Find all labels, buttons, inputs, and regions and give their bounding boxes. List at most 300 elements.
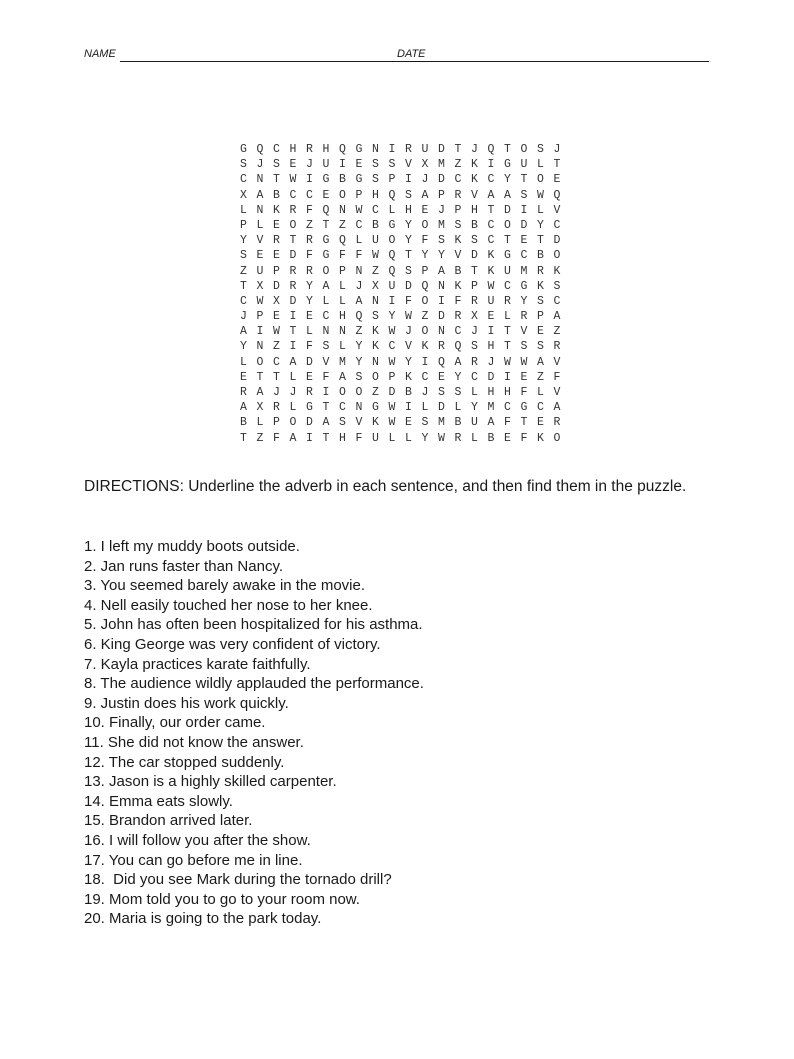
puzzle-letter[interactable]: I xyxy=(520,203,528,217)
puzzle-letter[interactable]: Q xyxy=(388,188,396,202)
puzzle-letter[interactable]: T xyxy=(240,431,247,445)
puzzle-letter[interactable]: J xyxy=(355,279,363,293)
puzzle-letter[interactable]: O xyxy=(289,416,297,430)
puzzle-letter[interactable]: A xyxy=(355,294,363,308)
puzzle-letter[interactable]: W xyxy=(273,325,280,339)
puzzle-letter[interactable]: N xyxy=(372,355,379,369)
puzzle-letter[interactable]: P xyxy=(240,218,247,232)
puzzle-letter[interactable]: L xyxy=(289,370,297,384)
puzzle-letter[interactable]: H xyxy=(339,431,346,445)
puzzle-letter[interactable]: C xyxy=(322,310,330,324)
puzzle-letter[interactable]: T xyxy=(504,234,511,248)
puzzle-letter[interactable]: L xyxy=(339,294,346,308)
puzzle-letter[interactable]: R xyxy=(306,264,313,278)
puzzle-letter[interactable]: L xyxy=(471,386,478,399)
puzzle-letter[interactable]: D xyxy=(438,401,445,415)
puzzle-letter[interactable]: Q xyxy=(553,188,561,202)
puzzle-letter[interactable]: D xyxy=(388,386,396,399)
puzzle-letter[interactable]: R xyxy=(454,188,462,202)
puzzle-letter[interactable]: Z xyxy=(339,218,346,232)
puzzle-letter[interactable]: F xyxy=(553,370,561,384)
puzzle-letter[interactable]: M xyxy=(438,416,445,430)
puzzle-letter[interactable]: K xyxy=(372,325,379,339)
puzzle-letter[interactable]: L xyxy=(454,401,462,415)
puzzle-letter[interactable]: G xyxy=(322,173,330,187)
puzzle-letter[interactable]: L xyxy=(306,325,313,339)
puzzle-letter[interactable]: Z xyxy=(553,325,561,339)
name-field[interactable] xyxy=(120,61,476,62)
puzzle-letter[interactable]: K xyxy=(487,264,495,278)
puzzle-letter[interactable]: F xyxy=(339,249,346,263)
puzzle-letter[interactable]: W xyxy=(372,249,379,263)
puzzle-letter[interactable]: P xyxy=(256,310,264,324)
puzzle-letter[interactable]: D xyxy=(405,279,412,293)
puzzle-letter[interactable]: E xyxy=(306,310,313,324)
puzzle-letter[interactable]: T xyxy=(405,249,412,263)
puzzle-letter[interactable]: X xyxy=(240,188,247,202)
puzzle-letter[interactable]: G xyxy=(322,249,330,263)
puzzle-letter[interactable]: H xyxy=(504,386,511,399)
puzzle-letter[interactable]: N xyxy=(355,264,363,278)
puzzle-letter[interactable]: P xyxy=(355,188,363,202)
puzzle-letter[interactable]: R xyxy=(537,264,544,278)
puzzle-letter[interactable]: T xyxy=(273,370,280,384)
puzzle-letter[interactable]: T xyxy=(504,340,511,354)
puzzle-letter[interactable]: S xyxy=(421,416,429,430)
puzzle-letter[interactable]: J xyxy=(421,386,429,399)
puzzle-letter[interactable]: U xyxy=(372,431,379,445)
puzzle-letter[interactable]: S xyxy=(388,158,396,172)
puzzle-letter[interactable]: W xyxy=(504,355,511,369)
puzzle-letter[interactable]: S xyxy=(537,143,544,156)
puzzle-letter[interactable]: C xyxy=(454,325,462,339)
puzzle-letter[interactable]: N xyxy=(339,325,346,339)
puzzle-letter[interactable]: P xyxy=(388,173,396,187)
puzzle-letter[interactable]: P xyxy=(388,370,396,384)
puzzle-letter[interactable]: L xyxy=(289,401,297,415)
puzzle-letter[interactable]: F xyxy=(306,340,313,354)
puzzle-letter[interactable]: J xyxy=(471,325,478,339)
puzzle-letter[interactable]: E xyxy=(520,234,528,248)
puzzle-letter[interactable]: T xyxy=(504,325,511,339)
puzzle-letter[interactable]: S xyxy=(405,188,412,202)
puzzle-letter[interactable]: R xyxy=(438,340,445,354)
puzzle-letter[interactable]: P xyxy=(471,279,478,293)
puzzle-letter[interactable]: I xyxy=(487,325,495,339)
puzzle-letter[interactable]: X xyxy=(256,401,264,415)
puzzle-letter[interactable]: Q xyxy=(256,143,264,156)
puzzle-letter[interactable]: E xyxy=(537,325,544,339)
puzzle-letter[interactable]: R xyxy=(289,203,297,217)
puzzle-letter[interactable]: E xyxy=(537,416,544,430)
puzzle-letter[interactable]: O xyxy=(504,218,511,232)
puzzle-letter[interactable]: C xyxy=(273,355,280,369)
puzzle-letter[interactable]: I xyxy=(438,294,445,308)
puzzle-letter[interactable]: K xyxy=(454,279,462,293)
puzzle-letter[interactable]: Q xyxy=(388,264,396,278)
puzzle-letter[interactable]: F xyxy=(454,294,462,308)
puzzle-letter[interactable]: K xyxy=(553,264,561,278)
puzzle-letter[interactable]: R xyxy=(471,355,478,369)
puzzle-letter[interactable]: H xyxy=(322,143,330,156)
puzzle-letter[interactable]: F xyxy=(405,294,412,308)
puzzle-letter[interactable]: R xyxy=(553,340,561,354)
puzzle-letter[interactable]: M xyxy=(339,355,346,369)
puzzle-letter[interactable]: J xyxy=(471,143,478,156)
puzzle-letter[interactable]: L xyxy=(537,203,544,217)
puzzle-letter[interactable]: W xyxy=(388,325,396,339)
puzzle-letter[interactable]: R xyxy=(289,264,297,278)
puzzle-letter[interactable]: L xyxy=(388,431,396,445)
puzzle-letter[interactable]: J xyxy=(289,386,297,399)
puzzle-letter[interactable]: S xyxy=(240,249,247,263)
puzzle-letter[interactable]: W xyxy=(289,173,297,187)
puzzle-letter[interactable]: C xyxy=(240,173,247,187)
puzzle-letter[interactable]: B xyxy=(405,386,412,399)
puzzle-letter[interactable]: J xyxy=(553,143,561,156)
puzzle-letter[interactable]: R xyxy=(471,294,478,308)
puzzle-letter[interactable]: P xyxy=(339,264,346,278)
puzzle-letter[interactable]: A xyxy=(421,188,429,202)
puzzle-letter[interactable]: K xyxy=(405,370,412,384)
puzzle-letter[interactable]: N xyxy=(372,143,379,156)
puzzle-letter[interactable]: X xyxy=(273,294,280,308)
puzzle-letter[interactable]: V xyxy=(520,325,528,339)
puzzle-letter[interactable]: A xyxy=(487,416,495,430)
puzzle-letter[interactable]: N xyxy=(355,401,363,415)
puzzle-letter[interactable]: J xyxy=(438,203,445,217)
puzzle-letter[interactable]: Y xyxy=(355,340,363,354)
puzzle-letter[interactable]: C xyxy=(355,218,363,232)
puzzle-letter[interactable]: C xyxy=(504,401,511,415)
puzzle-letter[interactable]: A xyxy=(553,310,561,324)
puzzle-letter[interactable]: H xyxy=(471,203,478,217)
puzzle-letter[interactable]: D xyxy=(289,249,297,263)
puzzle-letter[interactable]: Z xyxy=(454,158,462,172)
puzzle-letter[interactable]: H xyxy=(487,340,495,354)
puzzle-letter[interactable]: U xyxy=(504,264,511,278)
puzzle-letter[interactable]: D xyxy=(438,310,445,324)
puzzle-letter[interactable]: E xyxy=(487,310,495,324)
puzzle-letter[interactable]: C xyxy=(421,370,429,384)
puzzle-letter[interactable]: A xyxy=(438,264,445,278)
puzzle-letter[interactable]: S xyxy=(372,158,379,172)
puzzle-letter[interactable]: B xyxy=(537,249,544,263)
puzzle-letter[interactable]: S xyxy=(454,386,462,399)
puzzle-letter[interactable]: C xyxy=(240,294,247,308)
puzzle-letter[interactable]: I xyxy=(405,173,412,187)
puzzle-letter[interactable]: U xyxy=(487,294,495,308)
puzzle-letter[interactable]: L xyxy=(339,340,346,354)
puzzle-letter[interactable]: A xyxy=(240,325,247,339)
puzzle-letter[interactable]: U xyxy=(471,416,478,430)
puzzle-letter[interactable]: T xyxy=(256,370,264,384)
puzzle-letter[interactable]: S xyxy=(520,340,528,354)
puzzle-letter[interactable]: B xyxy=(372,218,379,232)
puzzle-letter[interactable]: O xyxy=(421,218,429,232)
puzzle-letter[interactable]: I xyxy=(289,310,297,324)
puzzle-letter[interactable]: C xyxy=(306,188,313,202)
puzzle-letter[interactable]: L xyxy=(504,310,511,324)
puzzle-letter[interactable]: D xyxy=(504,203,511,217)
puzzle-letter[interactable]: C xyxy=(273,143,280,156)
puzzle-letter[interactable]: T xyxy=(322,218,330,232)
puzzle-letter[interactable]: C xyxy=(487,173,495,187)
puzzle-letter[interactable]: Y xyxy=(306,294,313,308)
puzzle-letter[interactable]: E xyxy=(504,431,511,445)
puzzle-letter[interactable]: C xyxy=(487,234,495,248)
puzzle-letter[interactable]: W xyxy=(405,310,412,324)
puzzle-letter[interactable]: T xyxy=(504,143,511,156)
puzzle-letter[interactable]: M xyxy=(520,264,528,278)
puzzle-letter[interactable]: K xyxy=(273,203,280,217)
puzzle-letter[interactable]: L xyxy=(405,431,412,445)
puzzle-letter[interactable]: L xyxy=(256,416,264,430)
puzzle-letter[interactable]: L xyxy=(339,279,346,293)
puzzle-letter[interactable]: F xyxy=(421,234,429,248)
puzzle-letter[interactable]: S xyxy=(322,340,330,354)
puzzle-letter[interactable]: R xyxy=(240,386,247,399)
puzzle-letter[interactable]: S xyxy=(553,279,561,293)
puzzle-letter[interactable]: K xyxy=(487,249,495,263)
puzzle-letter[interactable]: Q xyxy=(454,340,462,354)
puzzle-letter[interactable]: Y xyxy=(504,173,511,187)
puzzle-letter[interactable]: O xyxy=(339,386,346,399)
puzzle-letter[interactable]: E xyxy=(306,370,313,384)
puzzle-letter[interactable]: B xyxy=(240,416,247,430)
puzzle-letter[interactable]: G xyxy=(520,401,528,415)
puzzle-letter[interactable]: B xyxy=(487,431,495,445)
puzzle-letter[interactable]: I xyxy=(388,143,396,156)
puzzle-letter[interactable]: D xyxy=(289,294,297,308)
puzzle-letter[interactable]: R xyxy=(454,431,462,445)
puzzle-letter[interactable]: F xyxy=(355,249,363,263)
puzzle-letter[interactable]: W xyxy=(388,355,396,369)
puzzle-letter[interactable]: Q xyxy=(388,249,396,263)
puzzle-letter[interactable]: K xyxy=(537,431,544,445)
puzzle-letter[interactable]: O xyxy=(421,325,429,339)
puzzle-letter[interactable]: O xyxy=(421,294,429,308)
puzzle-letter[interactable]: R xyxy=(273,234,280,248)
puzzle-letter[interactable]: E xyxy=(273,310,280,324)
puzzle-letter[interactable]: O xyxy=(553,249,561,263)
puzzle-letter[interactable]: A xyxy=(454,355,462,369)
puzzle-letter[interactable]: R xyxy=(553,416,561,430)
puzzle-letter[interactable]: G xyxy=(322,234,330,248)
puzzle-letter[interactable]: N xyxy=(438,279,445,293)
puzzle-letter[interactable]: E xyxy=(256,249,264,263)
puzzle-letter[interactable]: T xyxy=(273,173,280,187)
puzzle-letter[interactable]: R xyxy=(504,294,511,308)
puzzle-letter[interactable]: L xyxy=(240,355,247,369)
puzzle-letter[interactable]: C xyxy=(372,203,379,217)
puzzle-letter[interactable]: P xyxy=(438,188,445,202)
puzzle-letter[interactable]: V xyxy=(454,249,462,263)
puzzle-letter[interactable]: T xyxy=(289,325,297,339)
puzzle-letter[interactable]: T xyxy=(322,401,330,415)
puzzle-letter[interactable]: Z xyxy=(372,264,379,278)
puzzle-letter[interactable]: D xyxy=(273,279,280,293)
puzzle-letter[interactable]: N xyxy=(256,173,264,187)
puzzle-letter[interactable]: G xyxy=(355,143,363,156)
puzzle-letter[interactable]: G xyxy=(520,279,528,293)
puzzle-letter[interactable]: A xyxy=(487,188,495,202)
puzzle-letter[interactable]: Q xyxy=(339,234,346,248)
puzzle-letter[interactable]: Y xyxy=(405,218,412,232)
puzzle-letter[interactable]: E xyxy=(421,203,429,217)
puzzle-letter[interactable]: I xyxy=(256,325,264,339)
puzzle-letter[interactable]: L xyxy=(388,203,396,217)
puzzle-letter[interactable]: J xyxy=(306,158,313,172)
puzzle-letter[interactable]: O xyxy=(355,386,363,399)
puzzle-letter[interactable]: N xyxy=(372,294,379,308)
puzzle-letter[interactable]: Y xyxy=(240,340,247,354)
puzzle-letter[interactable]: V xyxy=(405,158,412,172)
puzzle-letter[interactable]: S xyxy=(339,416,346,430)
puzzle-letter[interactable]: E xyxy=(438,370,445,384)
puzzle-letter[interactable]: W xyxy=(537,188,544,202)
puzzle-letter[interactable]: N xyxy=(339,203,346,217)
puzzle-letter[interactable]: G xyxy=(504,249,511,263)
puzzle-letter[interactable]: B xyxy=(339,173,346,187)
puzzle-letter[interactable]: A xyxy=(339,370,346,384)
puzzle-letter[interactable]: J xyxy=(487,355,495,369)
puzzle-letter[interactable]: R xyxy=(306,386,313,399)
puzzle-letter[interactable]: I xyxy=(289,340,297,354)
puzzle-letter[interactable]: G xyxy=(306,401,313,415)
puzzle-letter[interactable]: N xyxy=(256,203,264,217)
puzzle-letter[interactable]: I xyxy=(405,401,412,415)
puzzle-letter[interactable]: Z xyxy=(306,218,313,232)
puzzle-letter[interactable]: R xyxy=(306,143,313,156)
puzzle-letter[interactable]: T xyxy=(520,416,528,430)
puzzle-letter[interactable]: D xyxy=(471,249,478,263)
puzzle-letter[interactable]: O xyxy=(256,355,264,369)
puzzle-letter[interactable]: Z xyxy=(537,370,544,384)
puzzle-letter[interactable]: S xyxy=(471,234,478,248)
puzzle-letter[interactable]: A xyxy=(240,401,247,415)
puzzle-letter[interactable]: S xyxy=(355,370,363,384)
puzzle-letter[interactable]: F xyxy=(504,416,511,430)
puzzle-letter[interactable]: L xyxy=(240,203,247,217)
puzzle-letter[interactable]: B xyxy=(471,218,478,232)
puzzle-letter[interactable]: N xyxy=(438,325,445,339)
puzzle-letter[interactable]: W xyxy=(438,431,445,445)
puzzle-letter[interactable]: O xyxy=(339,188,346,202)
puzzle-letter[interactable]: T xyxy=(553,158,561,172)
puzzle-letter[interactable]: U xyxy=(372,234,379,248)
puzzle-letter[interactable]: T xyxy=(322,431,330,445)
puzzle-letter[interactable]: T xyxy=(520,173,528,187)
puzzle-letter[interactable]: E xyxy=(273,218,280,232)
puzzle-letter[interactable]: T xyxy=(240,279,247,293)
puzzle-letter[interactable]: G xyxy=(372,401,379,415)
puzzle-letter[interactable]: R xyxy=(273,401,280,415)
puzzle-letter[interactable]: U xyxy=(388,279,396,293)
puzzle-letter[interactable]: R xyxy=(306,234,313,248)
puzzle-letter[interactable]: W xyxy=(520,355,528,369)
puzzle-letter[interactable]: C xyxy=(537,401,544,415)
puzzle-letter[interactable]: W xyxy=(355,203,363,217)
puzzle-letter[interactable]: L xyxy=(471,431,478,445)
puzzle-letter[interactable]: L xyxy=(537,386,544,399)
puzzle-letter[interactable]: H xyxy=(339,310,346,324)
puzzle-letter[interactable]: F xyxy=(306,203,313,217)
puzzle-letter[interactable]: K xyxy=(454,234,462,248)
puzzle-letter[interactable]: U xyxy=(520,158,528,172)
puzzle-letter[interactable]: O xyxy=(322,264,330,278)
puzzle-letter[interactable]: Q xyxy=(355,310,363,324)
puzzle-letter[interactable]: K xyxy=(471,158,478,172)
puzzle-letter[interactable]: Y xyxy=(421,431,429,445)
puzzle-letter[interactable]: Y xyxy=(388,310,396,324)
puzzle-letter[interactable]: N xyxy=(256,340,264,354)
puzzle-letter[interactable]: U xyxy=(421,143,429,156)
puzzle-letter[interactable]: U xyxy=(322,158,330,172)
puzzle-letter[interactable]: A xyxy=(322,279,330,293)
puzzle-letter[interactable]: E xyxy=(322,188,330,202)
puzzle-letter[interactable]: I xyxy=(487,158,495,172)
puzzle-letter[interactable]: Y xyxy=(405,355,412,369)
puzzle-letter[interactable]: E xyxy=(405,416,412,430)
puzzle-letter[interactable]: D xyxy=(438,143,445,156)
puzzle-letter[interactable]: V xyxy=(553,386,561,399)
puzzle-letter[interactable]: V xyxy=(471,188,478,202)
puzzle-letter[interactable]: H xyxy=(289,143,297,156)
date-field[interactable] xyxy=(426,61,709,62)
puzzle-letter[interactable]: S xyxy=(471,340,478,354)
puzzle-letter[interactable]: Y xyxy=(306,279,313,293)
puzzle-letter[interactable]: K xyxy=(471,173,478,187)
puzzle-letter[interactable]: Y xyxy=(454,370,462,384)
puzzle-letter[interactable]: G xyxy=(355,173,363,187)
puzzle-letter[interactable]: D xyxy=(553,234,561,248)
puzzle-letter[interactable]: V xyxy=(553,203,561,217)
puzzle-letter[interactable]: R xyxy=(289,279,297,293)
puzzle-letter[interactable]: A xyxy=(537,355,544,369)
puzzle-letter[interactable]: Q xyxy=(421,279,429,293)
puzzle-letter[interactable]: G xyxy=(388,218,396,232)
puzzle-letter[interactable]: O xyxy=(520,143,528,156)
puzzle-letter[interactable]: W xyxy=(388,416,396,430)
puzzle-letter[interactable]: E xyxy=(355,158,363,172)
puzzle-letter[interactable]: D xyxy=(438,173,445,187)
puzzle-letter[interactable]: P xyxy=(273,264,280,278)
puzzle-letter[interactable]: S xyxy=(537,294,544,308)
puzzle-letter[interactable]: S xyxy=(372,310,379,324)
puzzle-letter[interactable]: T xyxy=(454,143,462,156)
puzzle-letter[interactable]: J xyxy=(421,173,429,187)
puzzle-letter[interactable]: I xyxy=(339,158,346,172)
puzzle-letter[interactable]: T xyxy=(537,234,544,248)
puzzle-letter[interactable]: W xyxy=(487,279,495,293)
puzzle-letter[interactable]: D xyxy=(306,355,313,369)
word-search-grid[interactable] xyxy=(240,142,570,446)
puzzle-letter[interactable]: T xyxy=(471,264,478,278)
puzzle-letter[interactable]: V xyxy=(355,416,363,430)
puzzle-letter[interactable]: I xyxy=(421,355,429,369)
puzzle-letter[interactable]: Z xyxy=(273,340,280,354)
puzzle-letter[interactable]: F xyxy=(520,386,528,399)
puzzle-letter[interactable]: C xyxy=(289,188,297,202)
puzzle-letter[interactable]: W xyxy=(256,294,264,308)
puzzle-letter[interactable]: S xyxy=(438,234,445,248)
puzzle-letter[interactable]: C xyxy=(388,340,396,354)
puzzle-letter[interactable]: S xyxy=(438,386,445,399)
puzzle-letter[interactable]: A xyxy=(553,401,561,415)
puzzle-letter[interactable]: O xyxy=(372,370,379,384)
puzzle-letter[interactable]: I xyxy=(306,173,313,187)
